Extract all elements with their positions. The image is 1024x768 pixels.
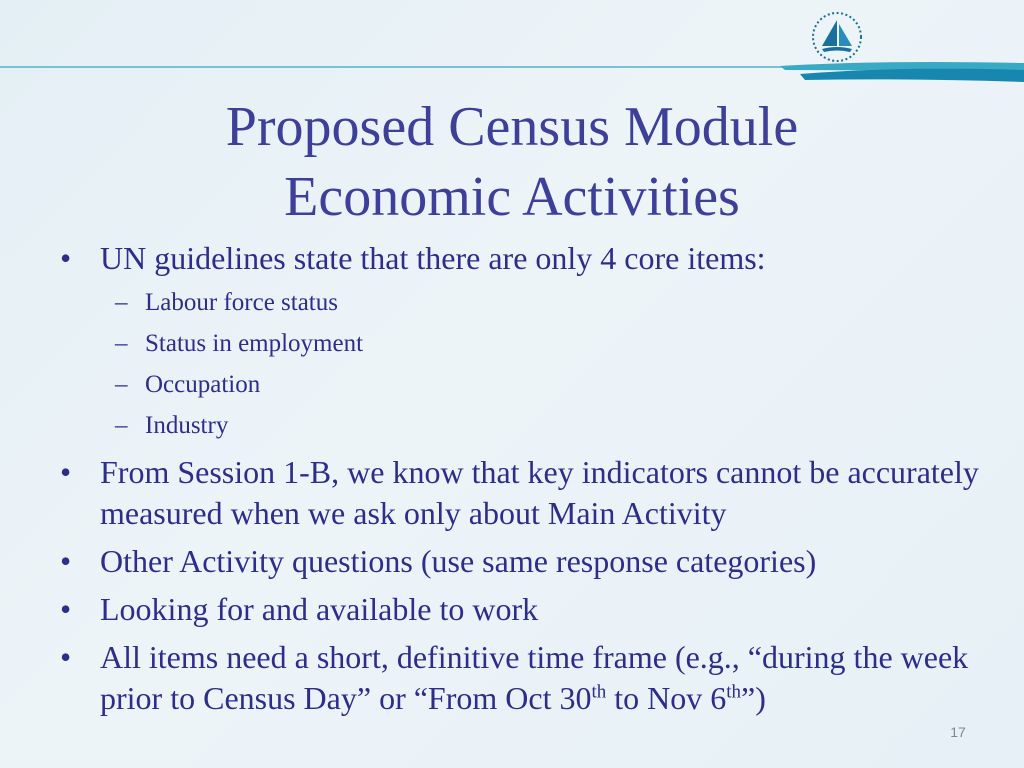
sub-bullet-item [115,327,980,360]
sub-bullet-text: Industry [145,412,229,439]
sub-bullet-item [115,286,980,319]
sub-bullet-text: Status in employment [145,330,364,357]
page-number: 17 [950,724,966,740]
superscript: th [726,681,742,703]
bullet-text: Other Activity questions (use same response categories) [100,543,817,579]
title-line-1: Proposed Census Module [225,96,799,158]
dash-icon: – [115,289,128,316]
bullet-text-part: ”) [741,680,766,716]
header-decoration [0,0,1024,90]
dash-icon: – [115,412,128,439]
sub-bullet-text: Labour force status [145,289,338,316]
bullet-item [60,541,980,582]
bullet-dot-icon: • [60,591,72,627]
bullet-text-part: All items need a short, definitive time frame (e.g., “during the week prior to Census Day” or “From Oct 30 [100,639,969,716]
bullet-text-part: to Nov 6 [606,680,727,716]
dash-icon: – [115,330,128,357]
dash-icon: – [115,371,128,398]
bullet-item [60,589,980,630]
sub-bullet-item [115,368,980,401]
bullet-item [60,637,980,719]
superscript: th [591,681,607,703]
boat-sail-logo-icon [808,8,866,66]
title-line-2: Economic Activities [284,166,740,228]
bullet-text: Looking for and available to work [100,591,539,627]
bullet-dot-icon: • [60,639,72,675]
slide-body [60,238,980,726]
bullet-item [60,452,980,534]
sub-bullet-item [115,409,980,442]
sub-bullet-text: Occupation [145,371,261,398]
bullet-text: From Session 1-B, we know that key indicators cannot be accurately measured when we ask only about Main Activity [100,454,979,531]
sub-bullet-list [60,286,980,442]
bullet-text [100,637,980,719]
bullet-text: UN guidelines state that there are only 4 core items: [100,240,766,276]
bullet-dot-icon: • [60,240,72,276]
bullet-dot-icon: • [60,543,72,579]
bullet-dot-icon: • [60,454,72,490]
slide-title [0,92,1024,232]
bullet-item [60,238,980,279]
